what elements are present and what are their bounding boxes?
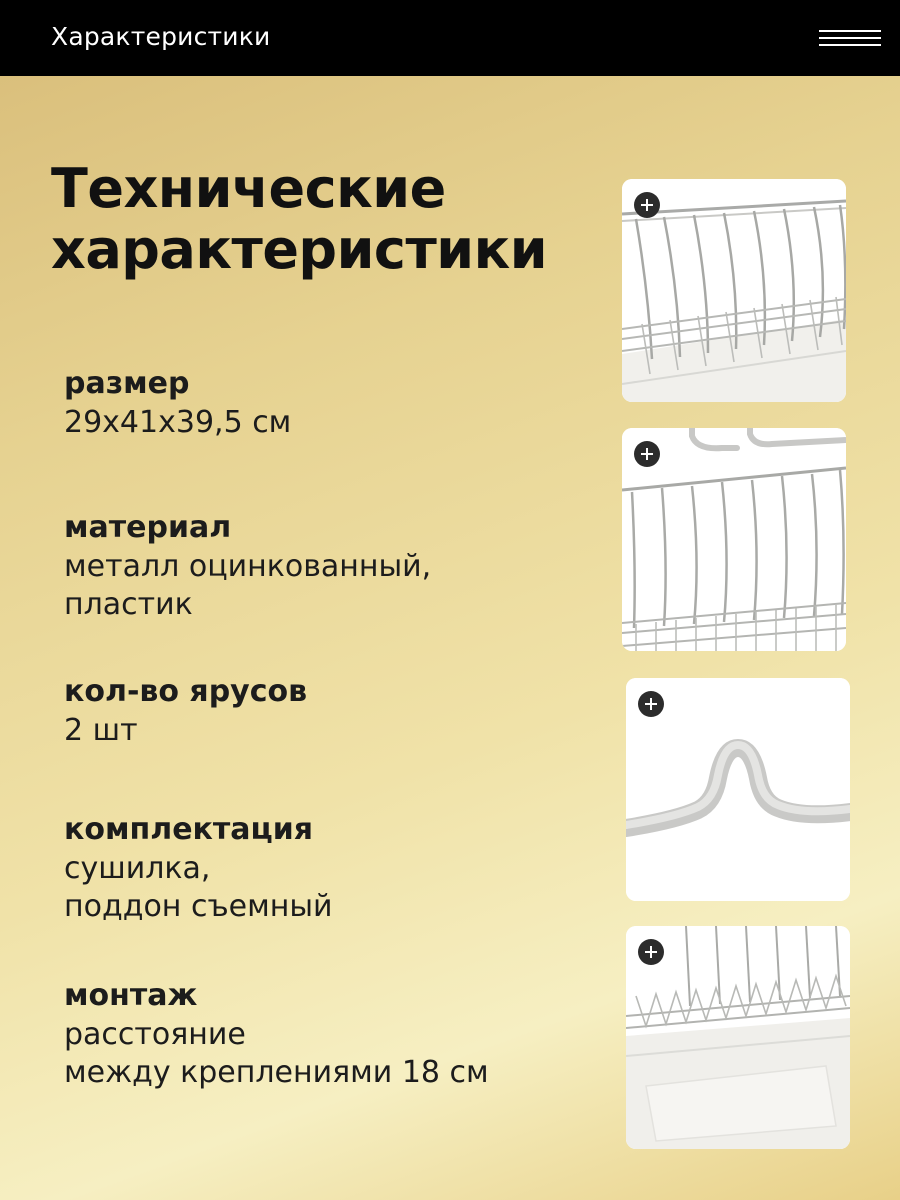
spec-material xyxy=(64,508,584,624)
spec-value: 29x41x39,5 см xyxy=(64,405,292,440)
spec-value: сушилка, поддон съемный xyxy=(64,851,333,924)
spec-label: материал xyxy=(64,510,232,545)
thumbnail-rack-side[interactable] xyxy=(622,179,846,402)
thumbnail-rack-front[interactable] xyxy=(622,428,846,651)
spec-mounting xyxy=(64,976,584,1092)
spec-size xyxy=(64,364,584,442)
hamburger-menu-icon[interactable] xyxy=(819,28,881,48)
spec-value: металл оцинкованный, пластик xyxy=(64,549,432,622)
spec-label: комплектация xyxy=(64,812,314,847)
spec-kit xyxy=(64,810,584,926)
plus-icon[interactable] xyxy=(634,441,660,467)
spec-tiers xyxy=(64,672,584,750)
spec-label: монтаж xyxy=(64,978,198,1013)
spec-value: расстояние между креплениями 18 см xyxy=(64,1017,489,1090)
plus-icon[interactable] xyxy=(634,192,660,218)
thumbnail-rack-tray[interactable] xyxy=(626,926,850,1149)
plus-icon[interactable] xyxy=(638,691,664,717)
section-heading: Технические характеристики xyxy=(51,157,548,281)
spec-label: кол-во ярусов xyxy=(64,674,308,709)
plus-icon[interactable] xyxy=(638,939,664,965)
spec-label: размер xyxy=(64,366,190,401)
page-title: Характеристики xyxy=(51,22,271,51)
spec-value: 2 шт xyxy=(64,713,138,748)
thumbnail-hook[interactable] xyxy=(626,678,850,901)
top-bar xyxy=(0,0,900,76)
